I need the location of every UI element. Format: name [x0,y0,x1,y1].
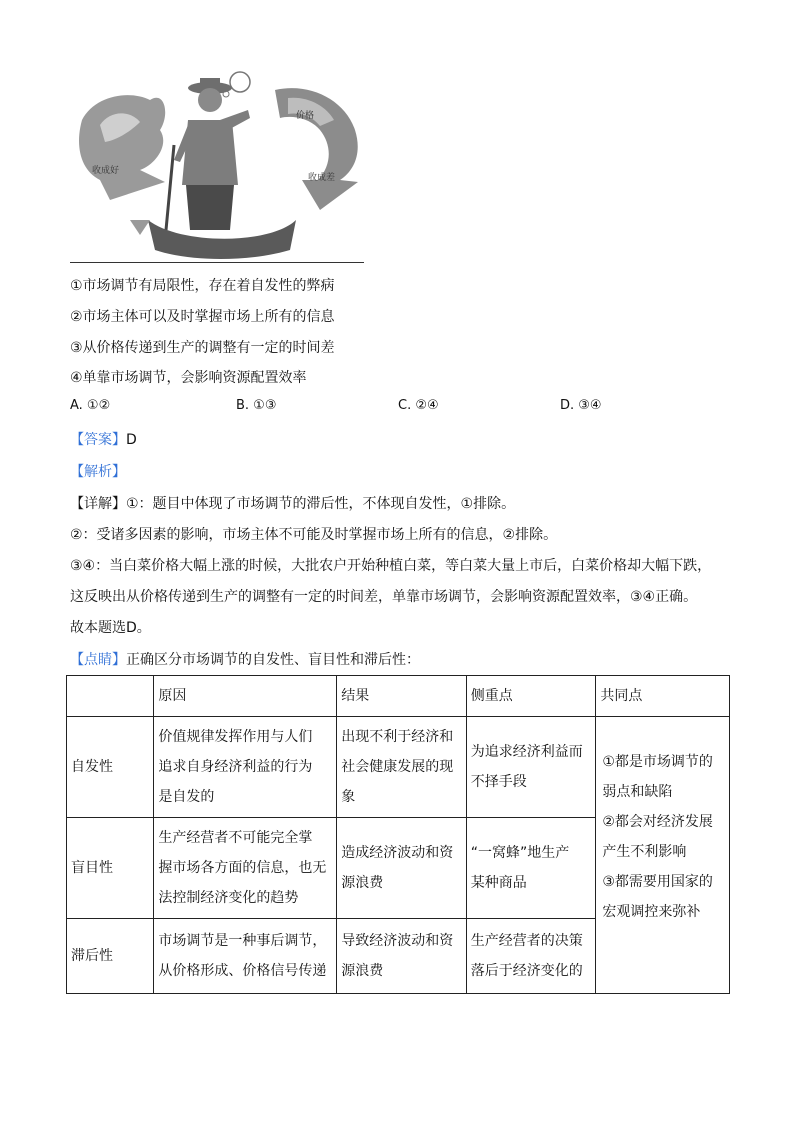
tip-label: 【点睛】 [70,652,126,668]
detail-line-5: 故本题选D。 [70,620,151,636]
label-good-harvest: 收成好 [92,166,120,176]
result-line: 造成经济波动和资 [341,845,454,861]
detail-line-1 [70,494,515,514]
result-line: 源浪费 [341,875,384,891]
analysis-line [70,462,126,482]
focus-line: 某种商品 [470,875,527,891]
common-line: 弱点和缺陷 [602,784,673,800]
focus-cell [466,919,596,994]
focus-line: 为追求经济利益而 [470,744,583,760]
row-name: 盲目性 [67,818,154,919]
table-row [67,717,730,818]
header-cell-common: 共同点 [596,676,730,717]
focus-line: “一窝蜂”地生产 [470,845,570,861]
result-cell [337,717,467,818]
detail-label: 【详解】 [70,496,126,512]
label-price: 价格 [296,111,315,121]
label-poor-harvest: 收成差 [308,173,336,183]
cause-line: 是自发的 [158,789,215,805]
answer-line [70,430,137,450]
header-cell-focus: 侧重点 [466,676,596,717]
common-line: ①都是市场调节的 [602,754,713,770]
cause-line: 追求自身经济利益的行为 [158,759,313,775]
figure-underline [70,262,364,263]
option-b: B. ①③ [236,398,277,413]
result-line: 社会健康发展的现 [341,759,454,775]
cause-line: 市场调节是一种事后调节， [158,933,327,949]
cause-line: 从价格形成、价格信号传递 [158,963,327,979]
detail-line-3: ③④：当白菜价格大幅上涨的时候，大批农户开始种植白菜，等白菜大量上市后，白菜价格却大幅下跌， [70,558,712,574]
statement-2: ②市场主体可以及时掌握市场上所有的信息 [70,309,335,325]
tip-text: 正确区分市场调节的自发性、盲目性和滞后性： [126,652,420,668]
common-line: 产生不利影响 [602,844,687,860]
cause-line: 法控制经济变化的趋势 [158,890,299,906]
farmer-cycle-illustration [70,70,370,265]
statement-1: ①市场调节有局限性，存在着自发性的弊病 [70,278,335,294]
statement-3: ③从价格传递到生产的调整有一定的时间差 [70,340,335,356]
cause-cell [154,818,337,919]
option-c: C. ②④ [398,398,439,413]
common-line: ③都需要用国家的 [602,874,713,890]
common-cell [596,717,730,994]
result-line: 源浪费 [341,963,384,979]
header-cell-empty [67,676,154,717]
cause-line: 生产经营者不可能完全掌 [158,830,313,846]
row-name: 自发性 [67,717,154,818]
result-cell [337,919,467,994]
statement-4: ④单靠市场调节，会影响资源配置效率 [70,370,307,386]
answer-label: 【答案】 [70,432,126,448]
focus-line: 生产经营者的决策 [470,933,583,949]
comparison-table [66,675,730,994]
option-a: A. ①② [70,398,111,413]
cause-cell [154,919,337,994]
analysis-label: 【解析】 [70,464,126,480]
answer-value: D [126,432,137,448]
focus-cell [466,818,596,919]
detail-text-1: ①：题目中体现了市场调节的滞后性，不体现自发性，①排除。 [126,496,516,512]
cause-line: 握市场各方面的信息，也无 [158,860,327,876]
table-header-row [67,676,730,717]
tip-line [70,650,420,670]
common-line: 宏观调控来弥补 [602,904,701,920]
result-cell [337,818,467,919]
option-d: D. ③④ [560,398,602,413]
focus-line: 落后于经济变化的 [470,963,583,979]
result-line: 象 [341,789,356,805]
answer-options [70,398,730,418]
row-name: 滞后性 [67,919,154,994]
header-cell-result: 结果 [337,676,467,717]
cause-line: 价值规律发挥作用与人们 [158,729,313,745]
result-line: 导致经济波动和资 [341,933,454,949]
focus-cell [466,717,596,818]
cause-cell [154,717,337,818]
focus-line: 不择手段 [470,774,527,790]
header-cell-cause: 原因 [154,676,337,717]
result-line: 出现不利于经济和 [341,729,454,745]
common-line: ②都会对经济发展 [602,814,713,830]
detail-line-4: 这反映出从价格传递到生产的调整有一定的时间差，单靠市场调节，会影响资源配置效率，③④正确。 [70,589,698,605]
detail-line-2: ②：受诸多因素的影响，市场主体不可能及时掌握市场上所有的信息，②排除。 [70,527,558,543]
